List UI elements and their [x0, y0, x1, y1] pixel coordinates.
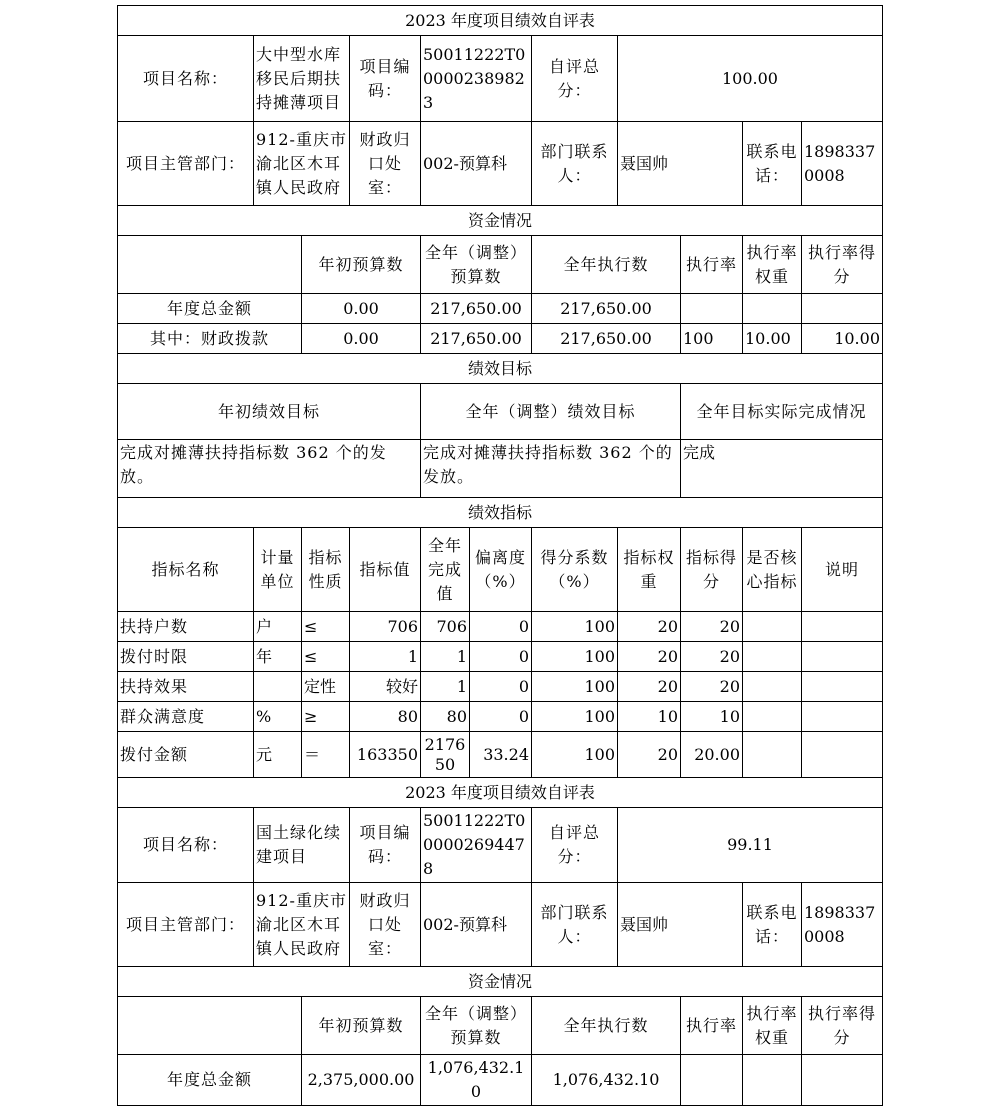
- indicator-name: 扶持效果: [118, 672, 254, 702]
- indicator-header: 偏离度（%）: [470, 528, 532, 612]
- fund-initial: 0.00: [302, 294, 421, 324]
- indicator-deviation: 0: [470, 672, 532, 702]
- indicator-header: 说明: [802, 528, 883, 612]
- indicator-coef: 100: [532, 672, 618, 702]
- indicator-header: 计量单位: [254, 528, 302, 612]
- fund-rate: [681, 294, 743, 324]
- contact-person: 聂国帅: [618, 883, 743, 967]
- indicator-note: [802, 642, 883, 672]
- phone-label: 联系电话：: [743, 122, 802, 206]
- fund-weight: [743, 294, 802, 324]
- self-score-label: 自评总分：: [532, 36, 618, 122]
- indicator-header: 指标权重: [618, 528, 681, 612]
- project-code: 50011222T000002694478: [421, 808, 532, 883]
- fund-header: 年初预算数: [302, 997, 421, 1055]
- indicator-note: [802, 672, 883, 702]
- contact-label: 部门联系人：: [532, 883, 618, 967]
- self-score-label: 自评总分：: [532, 808, 618, 883]
- fund-header: 执行率: [681, 236, 743, 294]
- indicator-note: [802, 612, 883, 642]
- indicator-note: [802, 702, 883, 732]
- indicator-header: 指标名称: [118, 528, 254, 612]
- indicator-row: [118, 642, 883, 672]
- finance-office: 002-预算科: [421, 122, 532, 206]
- indicator-nature: 定性: [302, 672, 350, 702]
- indicator-deviation: 0: [470, 642, 532, 672]
- indicator-header: 指标性质: [302, 528, 350, 612]
- indicator-weight: 20: [618, 612, 681, 642]
- fund-weight: [743, 1055, 802, 1106]
- phone: 18983370008: [802, 122, 883, 206]
- indicator-header: 全年完成值: [421, 528, 470, 612]
- indicator-name: 拨付金额: [118, 732, 254, 778]
- indicator-score: 20: [681, 672, 743, 702]
- fund-adjusted: 217,650.00: [421, 294, 532, 324]
- indicator-core: [743, 702, 802, 732]
- indicator-core: [743, 672, 802, 702]
- indicator-value: 80: [350, 702, 421, 732]
- indicator-header: 指标值: [350, 528, 421, 612]
- indicator-name: 拨付时限: [118, 642, 254, 672]
- self-score: 100.00: [618, 36, 883, 122]
- indicator-header: 是否核心指标: [743, 528, 802, 612]
- fund-rate: 100: [681, 324, 743, 354]
- project-name-label: 项目名称：: [118, 36, 254, 122]
- fund-header: 执行率权重: [743, 236, 802, 294]
- fund-weight: 10.00: [743, 324, 802, 354]
- indicator-value: 706: [350, 612, 421, 642]
- performance-table: [117, 5, 883, 1106]
- indicator-deviation: 33.24: [470, 732, 532, 778]
- fund-header: 执行率: [681, 997, 743, 1055]
- fund-row-label: 其中：财政拨款: [118, 324, 302, 354]
- fund-executed: 1,076,432.10: [532, 1055, 681, 1106]
- project-name: 大中型水库移民后期扶持摊薄项目: [254, 36, 350, 122]
- fund-header-blank: [118, 236, 302, 294]
- goal-initial: 完成对摊薄扶持指标数 362 个的发放。: [118, 440, 421, 498]
- indicator-header: 指标得分: [681, 528, 743, 612]
- fund-header-blank: [118, 997, 302, 1055]
- goal-header-initial: 年初绩效目标: [118, 384, 421, 440]
- fund-row-label: 年度总金额: [118, 294, 302, 324]
- indicator-unit: [254, 672, 302, 702]
- dept: 912-重庆市渝北区木耳镇人民政府: [254, 122, 350, 206]
- fund-header: 全年执行数: [532, 997, 681, 1055]
- fund-section-title: 资金情况: [118, 206, 883, 236]
- fund-section-title: 资金情况: [118, 967, 883, 997]
- indicator-unit: %: [254, 702, 302, 732]
- indicator-done: 217650: [421, 732, 470, 778]
- document: [117, 5, 882, 1106]
- indicator-deviation: 0: [470, 612, 532, 642]
- contact-label: 部门联系人：: [532, 122, 618, 206]
- indicator-header: 得分系数（%）: [532, 528, 618, 612]
- indicator-core: [743, 612, 802, 642]
- indicator-nature: ≤: [302, 642, 350, 672]
- project-code-label: 项目编码：: [350, 36, 421, 122]
- indicator-section-title: 绩效指标: [118, 498, 883, 528]
- phone: 18983370008: [802, 883, 883, 967]
- goal-header-actual: 全年目标实际完成情况: [681, 384, 883, 440]
- finance-label: 财政归口处室：: [350, 883, 421, 967]
- indicator-nature: ＝: [302, 732, 350, 778]
- indicator-value: 163350: [350, 732, 421, 778]
- fund-score: 10.00: [802, 324, 883, 354]
- indicator-unit: 元: [254, 732, 302, 778]
- indicator-coef: 100: [532, 702, 618, 732]
- indicator-done: 1: [421, 672, 470, 702]
- fund-row: [118, 1055, 883, 1106]
- dept: 912-重庆市渝北区木耳镇人民政府: [254, 883, 350, 967]
- indicator-nature: ≥: [302, 702, 350, 732]
- contact-person: 聂国帅: [618, 122, 743, 206]
- indicator-score: 20: [681, 642, 743, 672]
- indicator-weight: 20: [618, 642, 681, 672]
- indicator-row: [118, 702, 883, 732]
- indicator-coef: 100: [532, 642, 618, 672]
- indicator-row: [118, 672, 883, 702]
- fund-row-label: 年度总金额: [118, 1055, 302, 1106]
- indicator-name: 扶持户数: [118, 612, 254, 642]
- goal-header-adjusted: 全年（调整）绩效目标: [421, 384, 681, 440]
- fund-header: 全年（调整）预算数: [421, 236, 532, 294]
- self-score: 99.11: [618, 808, 883, 883]
- indicator-done: 706: [421, 612, 470, 642]
- project-code: 50011222T000002389823: [421, 36, 532, 122]
- form-title: 2023 年度项目绩效自评表: [118, 778, 883, 808]
- indicator-name: 群众满意度: [118, 702, 254, 732]
- project-name: 国土绿化续建项目: [254, 808, 350, 883]
- fund-executed: 217,650.00: [532, 324, 681, 354]
- dept-label: 项目主管部门：: [118, 122, 254, 206]
- indicator-deviation: 0: [470, 702, 532, 732]
- goal-section-title: 绩效目标: [118, 354, 883, 384]
- indicator-value: 较好: [350, 672, 421, 702]
- finance-office: 002-预算科: [421, 883, 532, 967]
- indicator-coef: 100: [532, 732, 618, 778]
- fund-initial: 2,375,000.00: [302, 1055, 421, 1106]
- fund-header: 执行率得分: [802, 997, 883, 1055]
- project-code-label: 项目编码：: [350, 808, 421, 883]
- indicator-done: 1: [421, 642, 470, 672]
- indicator-nature: ≤: [302, 612, 350, 642]
- project-name-label: 项目名称：: [118, 808, 254, 883]
- fund-executed: 217,650.00: [532, 294, 681, 324]
- indicator-coef: 100: [532, 612, 618, 642]
- fund-row: [118, 324, 883, 354]
- indicator-core: [743, 642, 802, 672]
- goal-actual: 完成: [681, 440, 883, 498]
- indicator-row: [118, 612, 883, 642]
- phone-label: 联系电话：: [743, 883, 802, 967]
- indicator-value: 1: [350, 642, 421, 672]
- indicator-row: [118, 732, 883, 778]
- indicator-unit: 户: [254, 612, 302, 642]
- fund-initial: 0.00: [302, 324, 421, 354]
- indicator-score: 10: [681, 702, 743, 732]
- fund-header: 年初预算数: [302, 236, 421, 294]
- fund-header: 执行率权重: [743, 997, 802, 1055]
- goal-adjusted: 完成对摊薄扶持指标数 362 个的发放。: [421, 440, 681, 498]
- indicator-weight: 10: [618, 702, 681, 732]
- fund-row: [118, 294, 883, 324]
- fund-adjusted: 217,650.00: [421, 324, 532, 354]
- indicator-score: 20.00: [681, 732, 743, 778]
- indicator-unit: 年: [254, 642, 302, 672]
- indicator-note: [802, 732, 883, 778]
- dept-label: 项目主管部门：: [118, 883, 254, 967]
- indicator-score: 20: [681, 612, 743, 642]
- finance-label: 财政归口处室：: [350, 122, 421, 206]
- fund-header: 全年执行数: [532, 236, 681, 294]
- form-title: 2023 年度项目绩效自评表: [118, 6, 883, 36]
- fund-header: 执行率得分: [802, 236, 883, 294]
- indicator-weight: 20: [618, 732, 681, 778]
- fund-score: [802, 294, 883, 324]
- fund-rate: [681, 1055, 743, 1106]
- fund-score: [802, 1055, 883, 1106]
- indicator-weight: 20: [618, 672, 681, 702]
- fund-adjusted: 1,076,432.10: [421, 1055, 532, 1106]
- indicator-done: 80: [421, 702, 470, 732]
- indicator-core: [743, 732, 802, 778]
- fund-header: 全年（调整）预算数: [421, 997, 532, 1055]
